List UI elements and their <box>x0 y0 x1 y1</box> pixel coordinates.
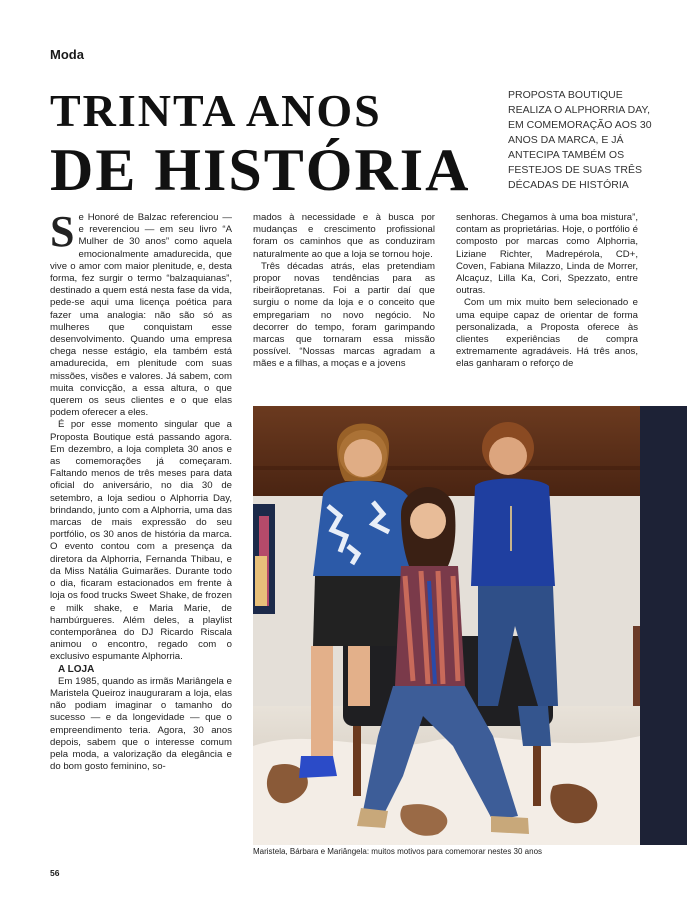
paragraph-6: senhoras. Chegamos à uma boa mistura”, contam as proprietárias. Hoje, o portfólio é composto por marcas como Alphorria, Liziane Richter, Madrepérola, CD+, Coven, Fabiana Milazzo, Linda de Morrer, Alcaçuz, Lilla Ka, Cori, Spezzato, entre outras. <box>456 212 638 297</box>
paragraph-5: Três décadas atrás, elas pretendiam propor novas tendências para as ribeirãopretanas. Foi a partir daí que surgiu o nome da loja e o conceito que empregariam no novo negócio. No decorrer do tempo, foram garimpando marcas que tornaram essa missão possível. “Nossas marcas agradam a mães e a filhas, a moças e a jovens <box>253 260 435 370</box>
article-column-1 <box>50 207 232 773</box>
paragraph-4: mados à necessidade e à busca por mudanças e crescimento profissional foram os caminhos que as conduziram naturalmente ao que a loja se tornou hoje. <box>253 212 435 260</box>
section-label: Moda <box>50 47 84 62</box>
article-column-3 <box>456 212 638 371</box>
page-number: 56 <box>50 868 60 878</box>
subheading-a-loja: A LOJA <box>58 663 95 675</box>
photo-right-edge <box>640 406 687 845</box>
paragraph-7: Com um mix muito bem selecionado e uma equipe capaz de orientar de forma personalizada, a Proposta oferece às clientes experiências de compra extremamente agradáveis. Há três anos, elas ganharam o reforço de <box>456 297 638 370</box>
headline-line-1: TRINTA ANOS <box>50 85 382 136</box>
photo-caption: Maristela, Bárbara e Mariângela: muitos motivos para comemorar nestes 30 anos <box>253 847 543 856</box>
photo-illustration <box>253 406 640 845</box>
headline-line-2: DE HISTÓRIA <box>50 137 471 203</box>
group-photo <box>253 406 640 845</box>
deck-subtitle: PROPOSTA BOUTIQUE REALIZA O ALPHORRIA DAY, EM COMEMORAÇÃO AOS 30 ANOS DA MARCA, E JÁ ANTECIPA TAMBÉM OS FESTEJOS DE SUAS TRÊS DÉCADAS DE HISTÓRIA <box>508 89 652 191</box>
article-column-2 <box>253 212 435 371</box>
paragraph-3: Em 1985, quando as irmãs Mariângela e Maristela Queiroz inauguraram a loja, elas não podiam imaginar o tamanho do sucesso — e da longevidade — que o empreendimento teria. Agora, 30 anos depois, sabem que o interesse comum pela moda, a valorização da elegância e do bom gosto feminino, so- <box>50 675 232 773</box>
paragraph-2: É por esse momento singular que a Proposta Boutique está passando agora. Em dezembro, a loja completa 30 anos e as comemorações já começaram. Faltando menos de três meses para data oficial do aniversário, no dia 30 de setembro, a loja sediou o Alphorria Day, brindando, junto com a Alphorria, uma das marcas de mais expressão do seu portfólio, os 30 anos de história da marca. O evento contou com a presença da diretora da Alphorria, Fernanda Thibau, e da Miss Natália Guimarães. Durante todo o dia, ficaram estacionados em frente à loja os food trucks Sweet Shake, de frozen e milk shake, e Maria Marie, de hambúrgueres. Além deles, a playlist contemporânea do DJ Ricardo Riscala animou o encontro, regado com o exclusivo espumante Alphorria. <box>50 419 232 663</box>
drop-cap: S <box>50 207 75 256</box>
paragraph-1: Se Honoré de Balzac referenciou — e reverenciou — em seu livro “A Mulher de 30 anos” como aquela emocionalmente amadurecida, que vive o amor com maior plenitude, e, desta forma, fez surgir o termo “balzaquianas”, destinado a quem está nesta fase da vida, pede-se aqui uma licença poética para fazer uma analogia: não são só as mulheres que conquistam esse desenvolvimento. Quando uma empresa chega nesse estágio, ela também está amadurecida, em plenitude com suas missões, visões e valores. Já sabem, com muita convicção, a essa altura, o que querem os seus clientes e o que elas podem oferecer a eles. <box>50 207 232 419</box>
